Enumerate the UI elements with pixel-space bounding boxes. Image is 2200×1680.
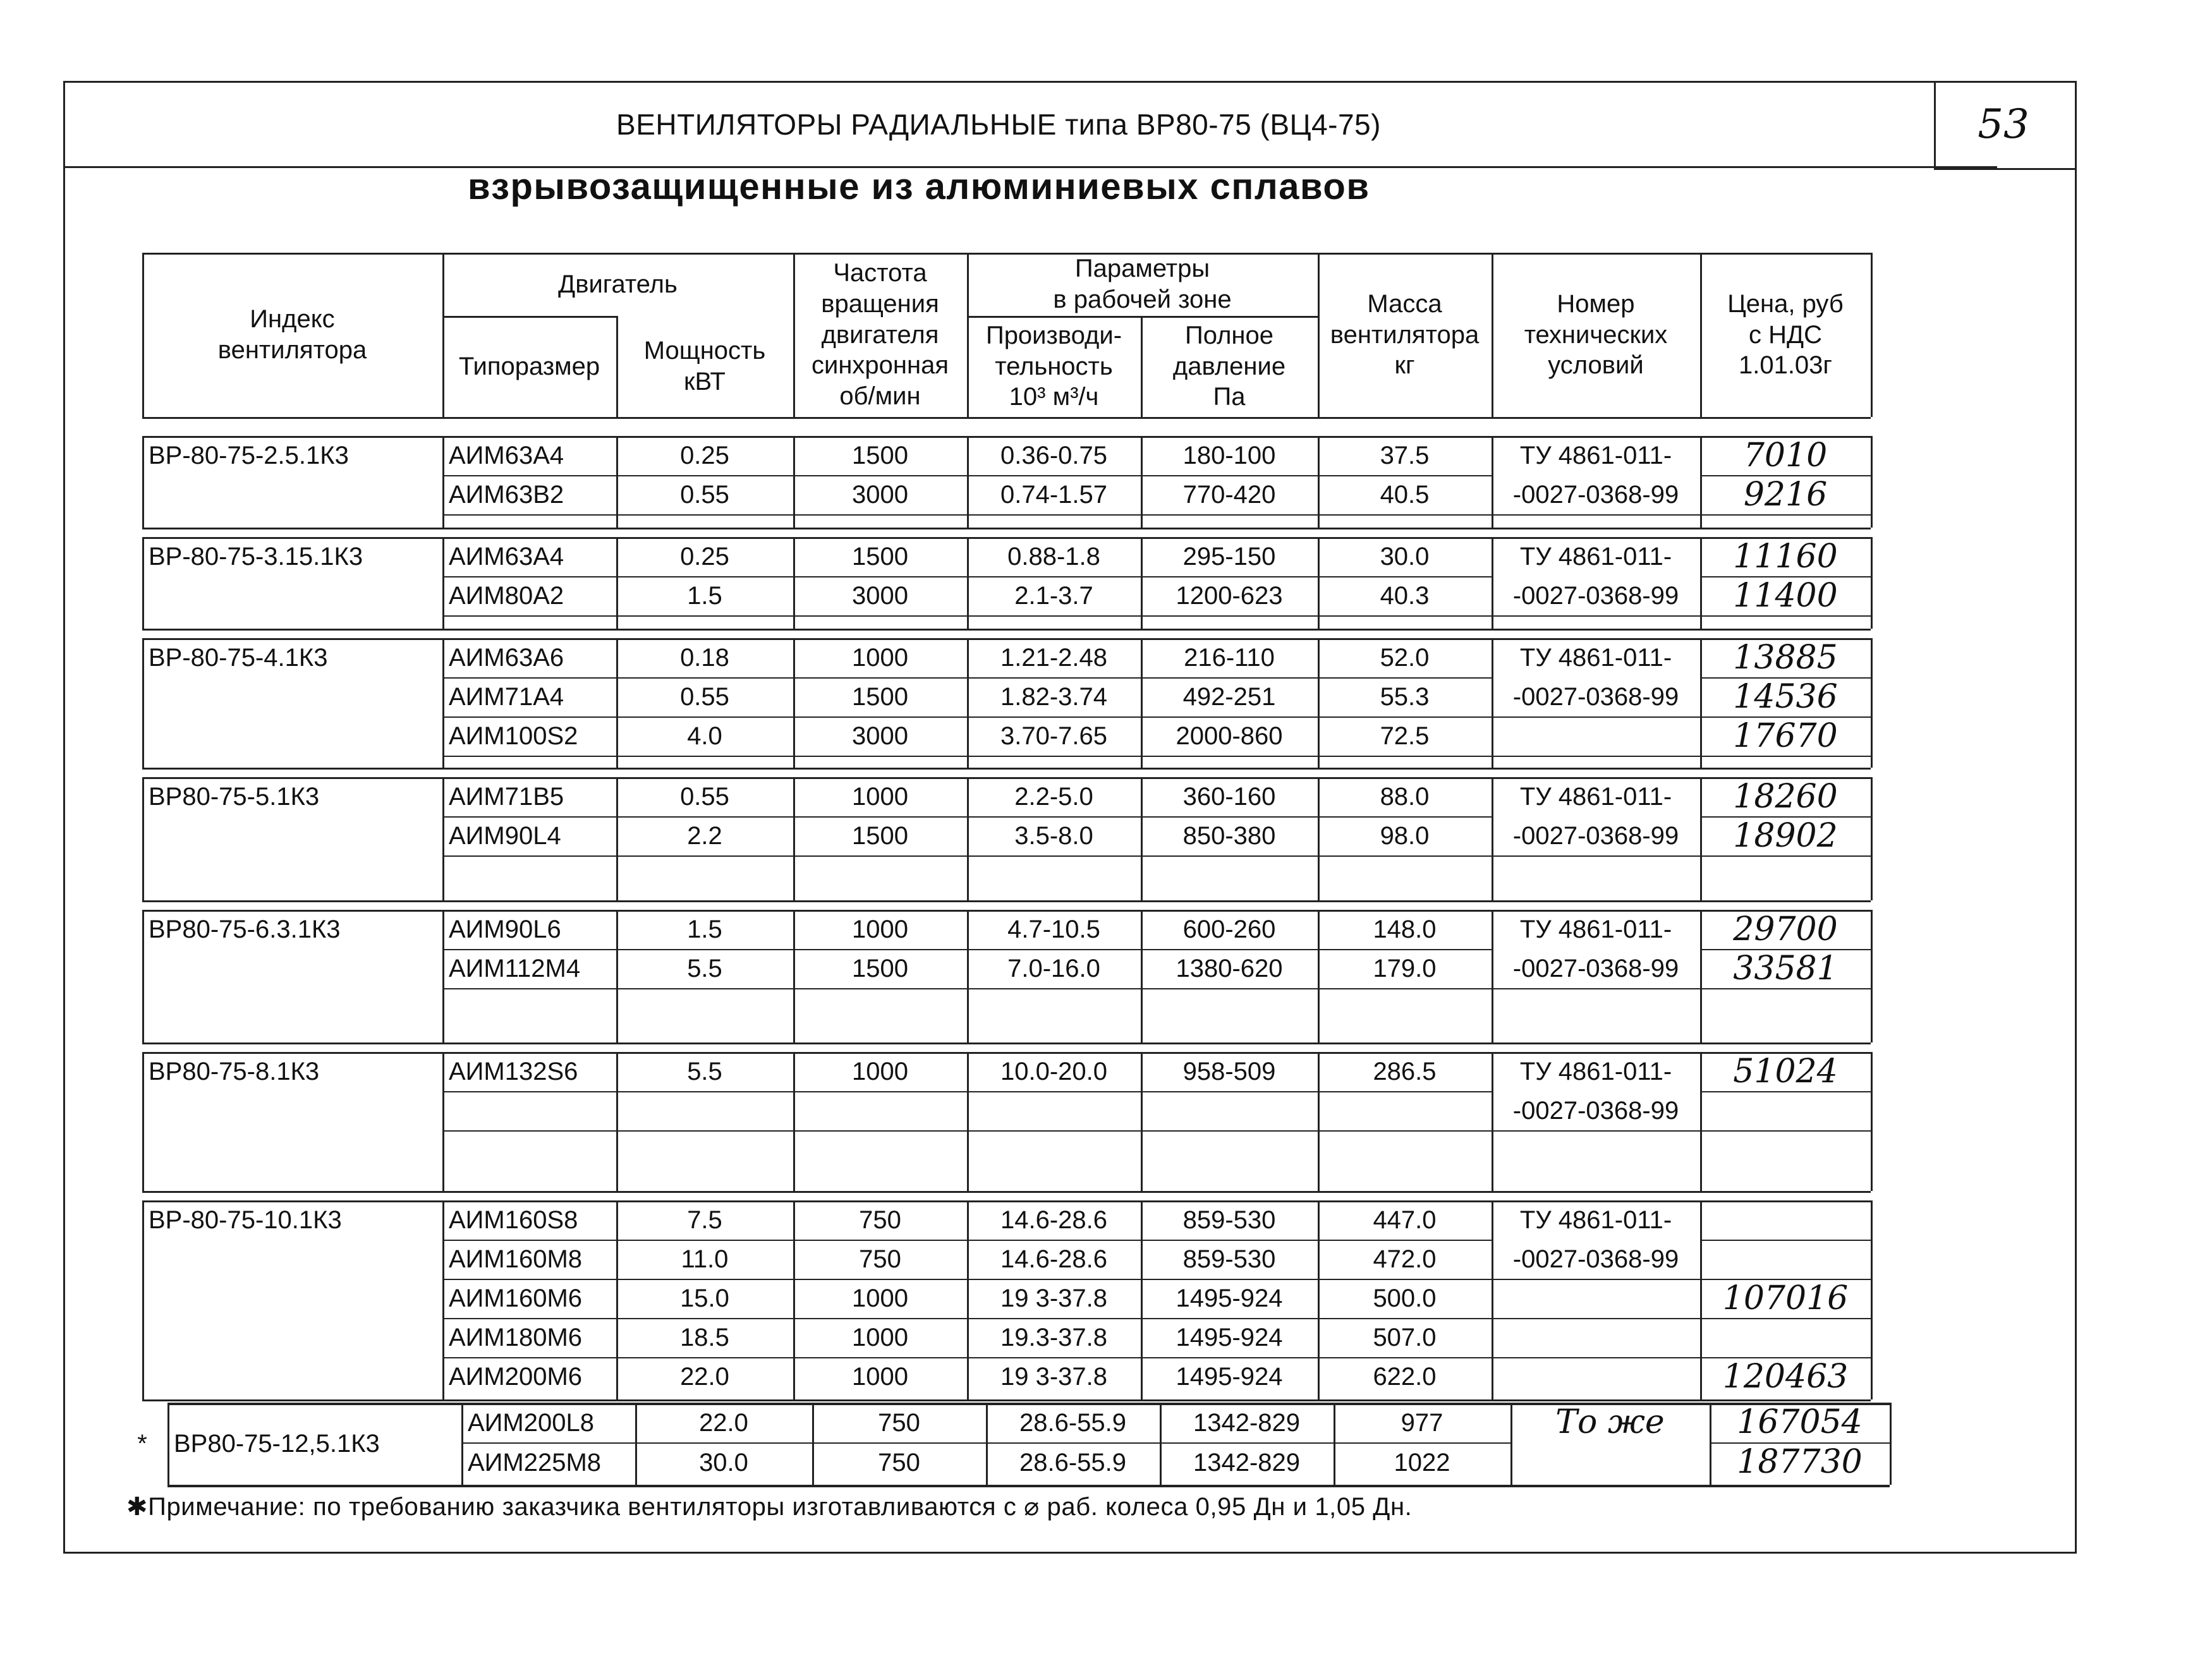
- pressure: 600-260: [1182, 916, 1276, 943]
- last-group-col-line: [1890, 1403, 1892, 1485]
- tu-number-line2: -0027-0368-99: [1512, 1097, 1679, 1125]
- row-line: [442, 988, 1492, 989]
- motor-power: 4.0: [687, 722, 722, 750]
- tu-number-line1: ТУ 4861-011-: [1519, 916, 1672, 943]
- tu-number-line2: -0027-0368-99: [1512, 683, 1679, 711]
- page-title: ВЕНТИЛЯТОРЫ РАДИАЛЬНЫЕ типа ВР80-75 (ВЦ4-75): [616, 108, 1381, 141]
- capacity: 19 3-37.8: [1000, 1284, 1108, 1312]
- capacity: 14.6-28.6: [1000, 1245, 1108, 1273]
- capacity: 3.5-8.0: [1014, 822, 1093, 850]
- motor-power: 15.0: [680, 1284, 729, 1312]
- pressure: 1200-623: [1176, 582, 1283, 610]
- row-line: [1492, 988, 1700, 989]
- tu-number-line2: -0027-0368-99: [1512, 481, 1679, 509]
- group-bottom-border: [142, 1042, 1871, 1044]
- rotation-frequency: 1000: [852, 916, 908, 943]
- motor-power: 11.0: [681, 1245, 729, 1273]
- group-col-line: [1871, 1200, 1873, 1399]
- fan-index: ВР80-75-5.1К3: [149, 783, 320, 811]
- fan-mass: 1022: [1394, 1448, 1450, 1477]
- price-handwritten: 107016: [1722, 1279, 1849, 1317]
- group-col-line: [1871, 537, 1873, 629]
- fan-index: ВР80-75-6.3.1К3: [149, 916, 341, 943]
- rotation-frequency: 750: [878, 1408, 920, 1437]
- row-line: [1700, 514, 1871, 516]
- header-tu: Номер технических условий: [1524, 289, 1668, 380]
- tu-number-line1: ТУ 4861-011-: [1519, 1206, 1672, 1234]
- price-handwritten: 187730: [1737, 1443, 1863, 1482]
- row-line: [1492, 1279, 1700, 1280]
- motor-power: 1.5: [687, 582, 722, 610]
- header-price: Цена, руб с НДС 1.01.03г: [1727, 289, 1844, 380]
- fan-mass: 507.0: [1373, 1324, 1437, 1351]
- page-number: 53: [1978, 101, 2029, 148]
- fan-index: ВР-80-75-4.1К3: [149, 644, 328, 672]
- pressure: 770-420: [1182, 481, 1276, 509]
- motor-power: 0.55: [680, 481, 729, 509]
- pressure: 1342-829: [1193, 1448, 1301, 1477]
- motor-power: 0.18: [680, 644, 729, 672]
- rotation-frequency: 1000: [852, 1324, 908, 1351]
- price-handwritten: 120463: [1722, 1357, 1849, 1396]
- pressure: 958-509: [1182, 1058, 1276, 1085]
- pressure: 850-380: [1182, 822, 1276, 850]
- last-group-bottom-border: [167, 1485, 1890, 1487]
- rotation-frequency: 1500: [852, 683, 908, 711]
- group-bottom-border: [142, 1399, 1871, 1401]
- motor-type: АИМ180М6: [449, 1324, 583, 1351]
- motor-type: АИМ80А2: [449, 582, 564, 610]
- pressure: 295-150: [1182, 543, 1276, 571]
- pressure: 2000-860: [1176, 722, 1283, 750]
- rotation-frequency: 750: [859, 1245, 901, 1273]
- fan-mass: 500.0: [1373, 1284, 1437, 1312]
- pressure: 360-160: [1182, 783, 1276, 811]
- pressure: 859-530: [1182, 1245, 1276, 1273]
- pressure: 1342-829: [1193, 1408, 1301, 1437]
- price-handwritten: 18902: [1733, 816, 1838, 855]
- capacity: 19.3-37.8: [1000, 1324, 1108, 1351]
- tu-number-line1: ТУ 4861-011-: [1519, 783, 1672, 811]
- rotation-frequency: 1500: [852, 442, 908, 469]
- motor-power: 18.5: [680, 1324, 729, 1351]
- capacity: 14.6-28.6: [1000, 1206, 1108, 1234]
- rotation-frequency: 1500: [852, 955, 908, 982]
- motor-type: АИМ90L6: [449, 916, 561, 943]
- motor-power: 7.5: [687, 1206, 722, 1234]
- fan-mass: 179.0: [1373, 955, 1437, 982]
- fan-mass: 37.5: [1380, 442, 1430, 469]
- group-col-line: [1871, 910, 1873, 1042]
- motor-type: АИМ112М4: [449, 955, 581, 982]
- tu-same-handwritten: То же: [1555, 1403, 1665, 1442]
- motor-type: АИМ63В2: [449, 481, 564, 509]
- motor-power: 1.5: [687, 916, 722, 943]
- motor-power: 30.0: [699, 1448, 748, 1477]
- fan-mass: 286.5: [1373, 1058, 1437, 1085]
- rotation-frequency: 3000: [852, 582, 908, 610]
- header-engine: Двигатель: [558, 270, 678, 298]
- rotation-frequency: 3000: [852, 722, 908, 750]
- rotation-frequency: 1000: [852, 1363, 908, 1391]
- tu-number-line1: ТУ 4861-011-: [1519, 442, 1672, 469]
- price-handwritten: 13885: [1733, 638, 1838, 677]
- fan-mass: 52.0: [1380, 644, 1430, 672]
- row-line: [1492, 716, 1700, 718]
- pressure: 1495-924: [1176, 1363, 1283, 1391]
- row-line: [442, 615, 1492, 617]
- tu-number-line2: -0027-0368-99: [1512, 582, 1679, 610]
- rotation-frequency: 3000: [852, 481, 908, 509]
- row-line: [1700, 1318, 1871, 1319]
- group-bottom-border: [142, 768, 1871, 770]
- tu-number-line2: -0027-0368-99: [1512, 1245, 1679, 1273]
- price-handwritten: 9216: [1743, 475, 1828, 514]
- fan-mass: 977: [1401, 1408, 1443, 1437]
- rotation-frequency: 1000: [852, 783, 908, 811]
- row-line: [1492, 615, 1700, 617]
- tu-number-line1: ТУ 4861-011-: [1519, 543, 1672, 571]
- capacity: 4.7-10.5: [1007, 916, 1100, 943]
- footnote-star: *: [137, 1430, 147, 1458]
- motor-type: АИМ160S8: [449, 1206, 578, 1234]
- pressure: 216-110: [1184, 644, 1275, 672]
- capacity: 28.6-55.9: [1019, 1448, 1127, 1477]
- header-power: Мощность кВТ: [643, 337, 766, 396]
- rotation-frequency: 1500: [852, 543, 908, 571]
- fan-index: ВР80-75-8.1К3: [149, 1058, 320, 1085]
- row-line: [1700, 988, 1871, 989]
- motor-power: 22.0: [699, 1408, 748, 1437]
- group-col-line: [1871, 638, 1873, 768]
- motor-type: АИМ63А4: [449, 543, 564, 571]
- motor-type: АИМ71В5: [449, 783, 564, 811]
- group-bottom-border: [142, 528, 1871, 529]
- rotation-frequency: 750: [878, 1448, 920, 1477]
- capacity: 28.6-55.9: [1019, 1408, 1127, 1437]
- row-line: [1700, 1240, 1871, 1241]
- tu-number-line1: ТУ 4861-011-: [1519, 1058, 1672, 1085]
- fan-index: ВР-80-75-2.5.1К3: [149, 442, 349, 469]
- motor-power: 0.55: [680, 783, 729, 811]
- price-handwritten: 14536: [1733, 677, 1838, 716]
- rotation-frequency: 1000: [852, 1284, 908, 1312]
- header-bottom-border: [142, 417, 1871, 419]
- price-handwritten: 33581: [1733, 949, 1838, 988]
- footnote: ✱Примечание: по требованию заказчика вентиляторы изготавливаются с ⌀ раб. колеса 0,95 Дн и 1,05 Дн.: [126, 1493, 1413, 1521]
- motor-type: АИМ225М8: [468, 1448, 602, 1477]
- capacity: 1.21-2.48: [1000, 644, 1108, 672]
- capacity: 1.82-3.74: [1000, 683, 1108, 711]
- motor-type: АИМ63А4: [449, 442, 564, 469]
- row-line: [1492, 1357, 1700, 1358]
- motor-type: АИМ200L8: [468, 1408, 594, 1437]
- page-subtitle: взрывозащищенные из алюминиевых сплавов: [468, 166, 1370, 207]
- fan-mass: 40.3: [1380, 582, 1430, 610]
- row-line: [1492, 855, 1700, 857]
- motor-power: 22.0: [680, 1363, 729, 1391]
- rotation-frequency: 750: [859, 1206, 901, 1234]
- capacity: 2.2-5.0: [1014, 783, 1093, 811]
- row-line: [1700, 756, 1871, 757]
- motor-type: АИМ132S6: [449, 1058, 578, 1085]
- motor-power: 2.2: [687, 822, 722, 850]
- group-col-line: [1871, 777, 1873, 900]
- price-handwritten: 17670: [1733, 716, 1838, 755]
- capacity: 0.74-1.57: [1000, 481, 1108, 509]
- group-bottom-border: [142, 1191, 1871, 1193]
- header-index: Индекс вентилятора: [217, 305, 367, 364]
- motor-power: 0.25: [680, 442, 729, 469]
- rotation-frequency: 1000: [852, 1058, 908, 1085]
- motor-power: 5.5: [687, 1058, 722, 1085]
- rotation-frequency: 1000: [852, 644, 908, 672]
- fan-mass: 472.0: [1373, 1245, 1437, 1273]
- row-line: [442, 514, 1492, 516]
- motor-type: АИМ71А4: [449, 683, 564, 711]
- row-line: [442, 855, 1492, 857]
- motor-power: 5.5: [687, 955, 722, 982]
- capacity: 19 3-37.8: [1000, 1363, 1108, 1391]
- motor-power: 0.55: [680, 683, 729, 711]
- motor-type: АИМ63А6: [449, 644, 564, 672]
- header-pressure: Полное давление Па: [1172, 321, 1286, 411]
- group-col-line: [1871, 1052, 1873, 1191]
- row-line: [442, 1091, 1492, 1092]
- price-handwritten: 167054: [1737, 1403, 1863, 1442]
- price-handwritten: 11400: [1733, 576, 1838, 615]
- fan-mass: 55.3: [1380, 683, 1430, 711]
- row-line: [1492, 756, 1700, 757]
- row-line: [1492, 1318, 1700, 1319]
- capacity: 3.70-7.65: [1000, 722, 1108, 750]
- price-handwritten: 51024: [1733, 1052, 1838, 1091]
- capacity: 10.0-20.0: [1000, 1058, 1108, 1085]
- row-line: [442, 756, 1492, 757]
- pressure: 180-100: [1182, 442, 1276, 469]
- row-line: [1492, 1130, 1700, 1132]
- fan-index: ВР-80-75-3.15.1К3: [149, 543, 363, 571]
- fan-mass: 148.0: [1373, 916, 1437, 943]
- pressure: 1380-620: [1176, 955, 1283, 982]
- row-line: [1700, 1130, 1871, 1132]
- row-line: [1492, 514, 1700, 516]
- tu-number-line2: -0027-0368-99: [1512, 822, 1679, 850]
- tu-number-line1: ТУ 4861-011-: [1519, 644, 1672, 672]
- motor-type: АИМ160М8: [449, 1245, 583, 1273]
- fan-mass: 98.0: [1380, 822, 1430, 850]
- price-handwritten: 29700: [1733, 910, 1838, 948]
- price-handwritten: 11160: [1733, 537, 1838, 576]
- group-bottom-border: [142, 629, 1871, 631]
- motor-type: АИМ200М6: [449, 1363, 583, 1391]
- fan-mass: 72.5: [1380, 722, 1430, 750]
- pressure: 859-530: [1182, 1206, 1276, 1234]
- fan-mass: 88.0: [1380, 783, 1430, 811]
- pressure: 1495-924: [1176, 1324, 1283, 1351]
- rotation-frequency: 1500: [852, 822, 908, 850]
- fan-index: ВР80-75-12,5.1К3: [174, 1430, 380, 1458]
- pressure: 1495-924: [1176, 1284, 1283, 1312]
- fan-mass: 622.0: [1373, 1363, 1437, 1391]
- group-bottom-border: [142, 900, 1871, 902]
- motor-type: АИМ90L4: [449, 822, 561, 850]
- capacity: 0.36-0.75: [1000, 442, 1108, 469]
- capacity: 0.88-1.8: [1007, 543, 1100, 571]
- fan-mass: 40.5: [1380, 481, 1430, 509]
- fan-mass: 447.0: [1373, 1206, 1437, 1234]
- header-mass: Масса вентилятора кг: [1330, 289, 1480, 380]
- row-line: [1700, 615, 1871, 617]
- group-col-line: [1871, 436, 1873, 528]
- fan-mass: 30.0: [1380, 543, 1430, 571]
- capacity: 2.1-3.7: [1014, 582, 1093, 610]
- tu-number-line2: -0027-0368-99: [1512, 955, 1679, 982]
- row-line: [442, 1130, 1492, 1132]
- motor-type: АИМ100S2: [449, 722, 578, 750]
- price-handwritten: 7010: [1743, 436, 1828, 474]
- motor-power: 0.25: [680, 543, 729, 571]
- header-params: Параметры в рабочей зоне: [1053, 255, 1232, 313]
- header-type-size: Типоразмер: [458, 352, 600, 380]
- row-line: [1700, 1091, 1871, 1092]
- motor-type: АИМ160М6: [449, 1284, 583, 1312]
- price-handwritten: 18260: [1733, 777, 1838, 816]
- row-line: [1700, 855, 1871, 857]
- header-col-line: [1871, 253, 1873, 417]
- fan-index: ВР-80-75-10.1К3: [149, 1206, 342, 1234]
- capacity: 7.0-16.0: [1007, 955, 1100, 982]
- header-frequency: Частота вращения двигателя синхронная об/мин: [811, 259, 949, 411]
- header-capacity: Производи- тельность 10³ м³/ч: [985, 321, 1122, 411]
- pressure: 492-251: [1182, 683, 1276, 711]
